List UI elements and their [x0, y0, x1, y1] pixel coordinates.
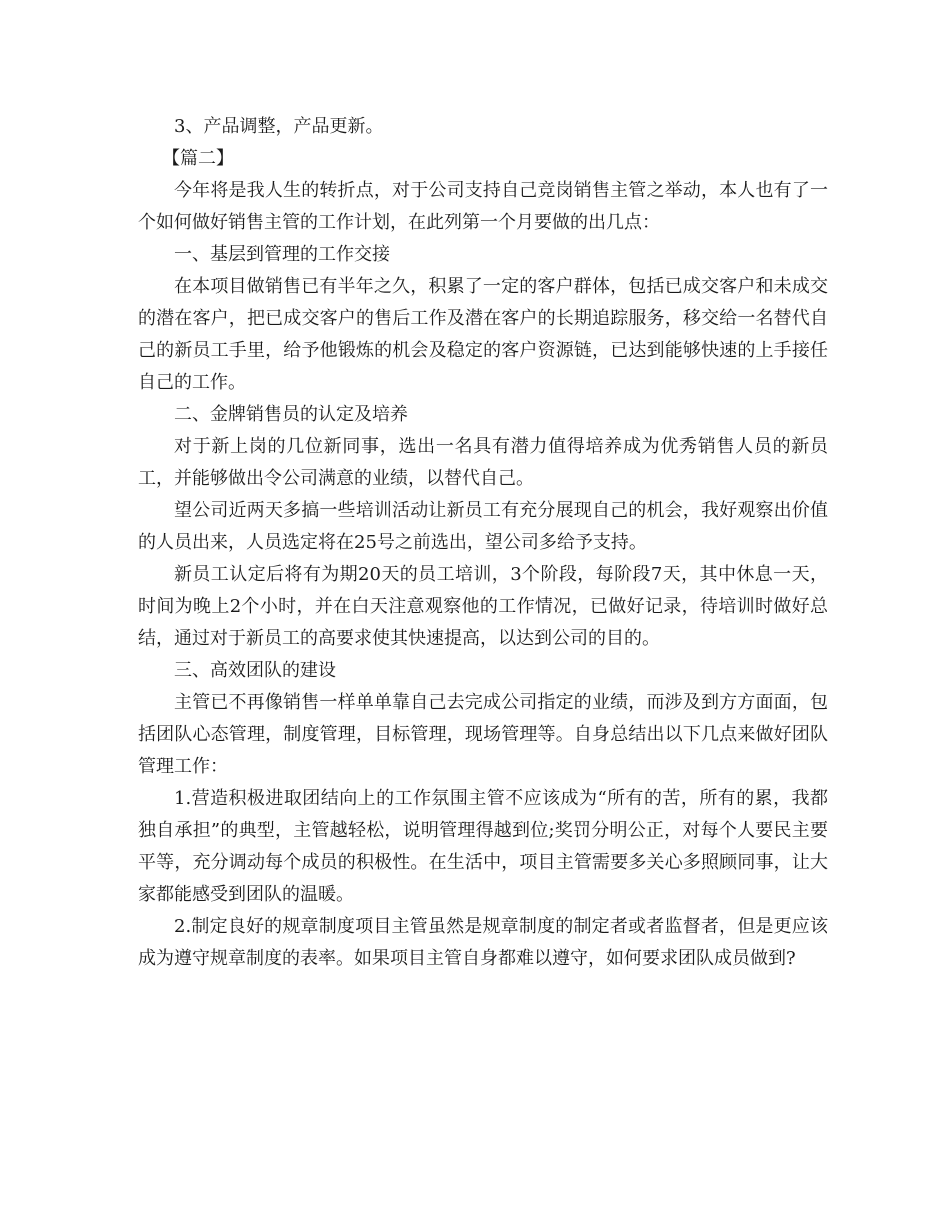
paragraph-point-2: 2.制定良好的规章制度项目主管虽然是规章制度的制定者或者监督者，但是更应该成为遵守规章制度的表率。如果项目主管自身都难以遵守，如何要求团队成员做到?	[138, 916, 828, 969]
document-body	[138, 111, 828, 975]
section-heading-3: 三、高效团队的建设	[174, 660, 336, 681]
section-heading-2: 二、金牌销售员的认定及培养	[174, 404, 408, 425]
section-heading-1: 一、基层到管理的工作交接	[174, 244, 390, 265]
paragraph-select-new-staff: 对于新上岗的几位新同事，选出一名具有潜力值得培养成为优秀销售人员的新员工，并能够做出令公司满意的业绩，以替代自己。	[138, 436, 828, 489]
paragraph-point-1: 1.营造积极进取团结向上的工作氛围主管不应该成为“所有的苦，所有的累，我都独自承担”的典型，主管越轻松，说明管理得越到位;奖罚分明公正，对每个人要民主要平等，充分调动每个成员的积极性。在生活中，项目主管需要多关心多照顾同事，让大家都能感受到团队的温暖。	[138, 788, 828, 905]
section-heading-part-two: 【篇二】	[162, 148, 234, 169]
paragraph-team-management: 主管已不再像销售一样单单靠自己去完成公司指定的业绩，而涉及到方方面面，包括团队心态管理，制度管理，目标管理，现场管理等。自身总结出以下几点来做好团队管理工作：	[138, 692, 828, 777]
paragraph-handover: 在本项目做销售已有半年之久，积累了一定的客户群体，包括已成交客户和未成交的潜在客户，把已成交客户的售后工作及潜在客户的长期追踪服务，移交给一名替代自己的新员工手里，给予他锻炼的机会及稳定的客户资源链，已达到能够快速的上手接任自己的工作。	[138, 276, 828, 393]
paragraph-training-activities: 望公司近两天多搞一些培训活动让新员工有充分展现自己的机会，我好观察出价值的人员出来，人员选定将在25号之前选出，望公司多给予支持。	[138, 500, 828, 553]
paragraph-training-schedule: 新员工认定后将有为期20天的员工培训，3个阶段，每阶段7天，其中休息一天，时间为晚上2个小时，并在白天注意观察他的工作情况，已做好记录，待培训时做好总结，通过对于新员工的高要求使其快速提高，以达到公司的目的。	[138, 564, 828, 649]
paragraph-intro: 今年将是我人生的转折点，对于公司支持自己竞岗销售主管之举动，本人也有了一个如何做好销售主管的工作计划，在此列第一个月要做的出几点：	[138, 180, 828, 233]
paragraph-product-update: 3、产品调整，产品更新。	[174, 116, 384, 137]
